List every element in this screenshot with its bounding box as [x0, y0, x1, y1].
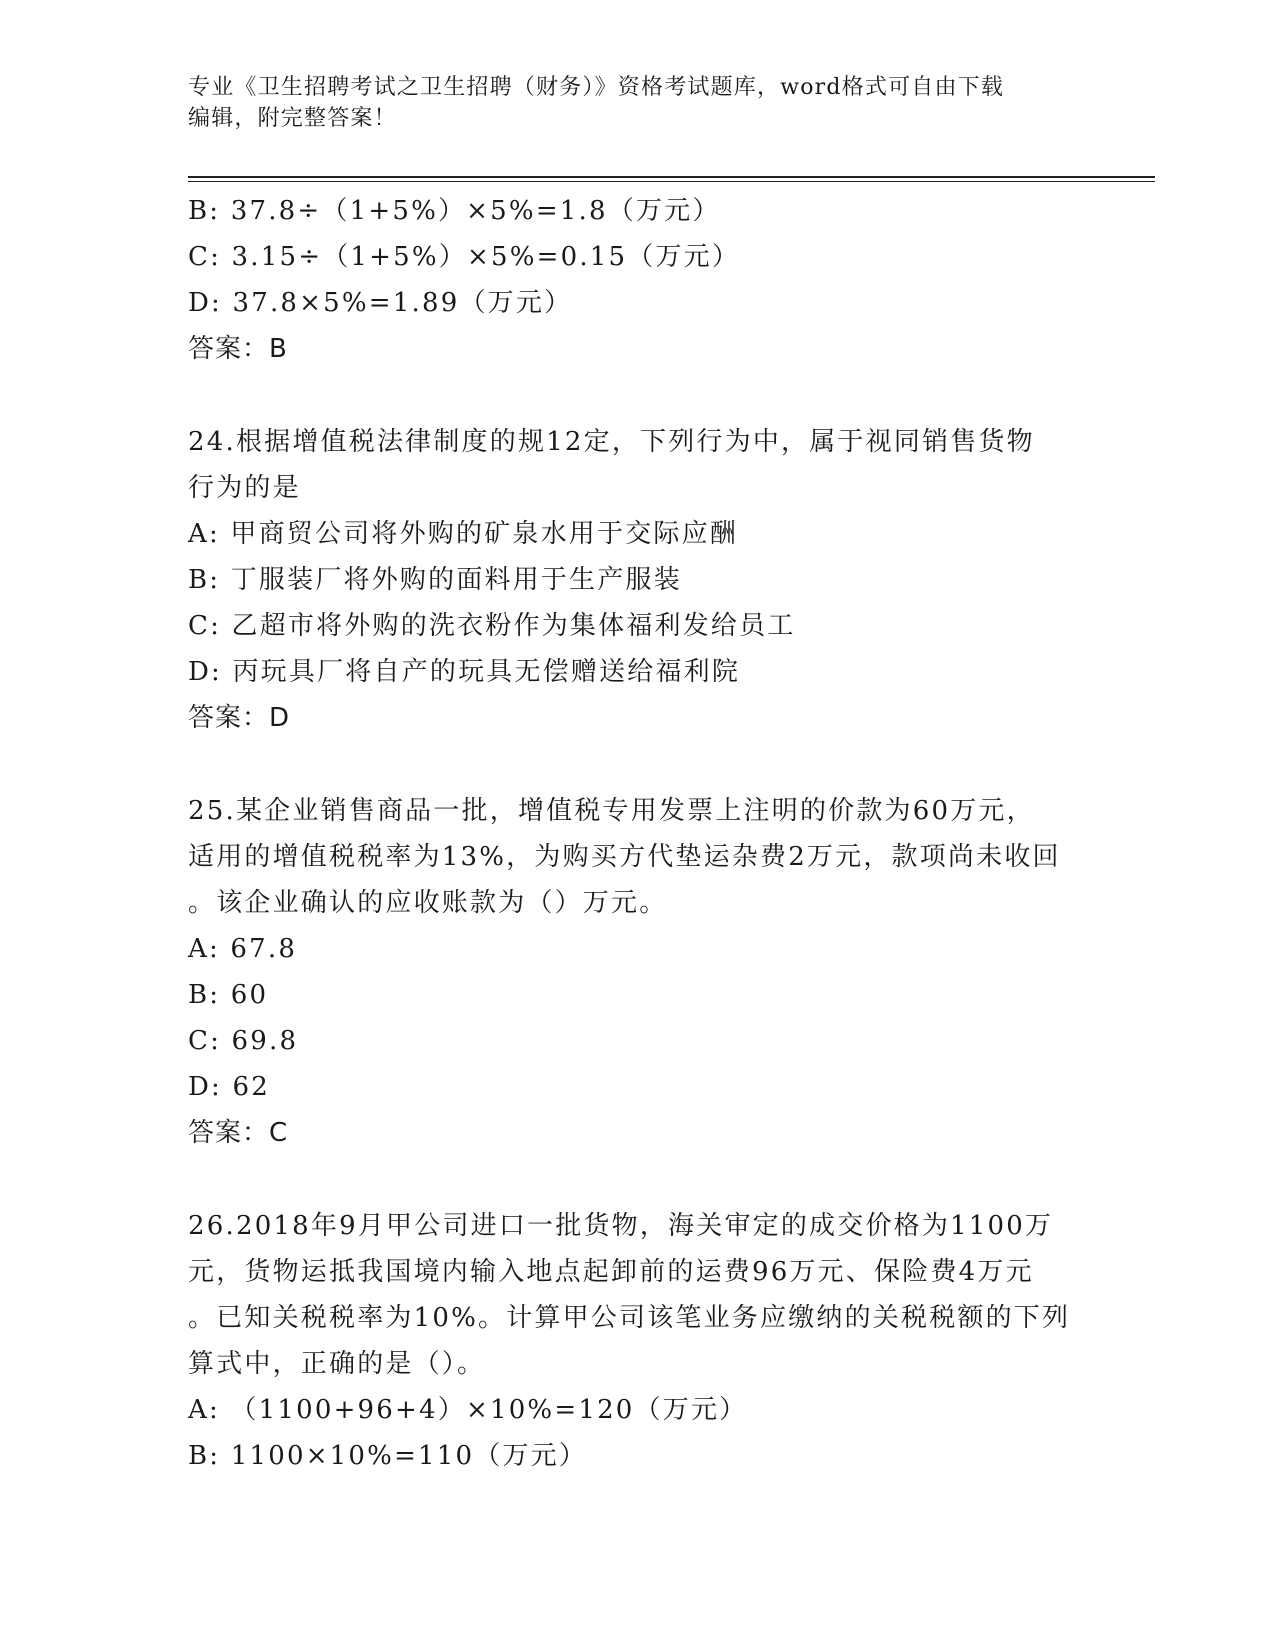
option-b: B: 丁服装厂将外购的面料用于生产服装 — [188, 565, 682, 595]
question-stem-line: 。已知关税税率为10%。计算甲公司该笔业务应缴纳的关税税额的下列 — [188, 1303, 1071, 1333]
option-a: A: 甲商贸公司将外购的矿泉水用于交际应酬 — [188, 519, 739, 549]
question-23-tail — [188, 188, 1108, 372]
question-stem-line: 元，货物运抵我国境内输入地点起卸前的运费96万元、保险费4万元 — [188, 1257, 1034, 1287]
question-stem-line: 行为的是 — [188, 473, 301, 503]
option-b: B: 1100×10%=110（万元） — [188, 1441, 588, 1471]
question-25 — [188, 788, 1108, 1156]
option-b: B: 60 — [188, 980, 269, 1010]
spacer — [188, 1156, 1108, 1203]
question-stem-line: 适用的增值税税率为13%，为购买方代垫运杂费2万元，款项尚未收回 — [188, 842, 1061, 872]
option-c: C: 69.8 — [188, 1026, 299, 1056]
spacer — [188, 372, 1108, 419]
option-c: C: 乙超市将外购的洗衣粉作为集体福利发给员工 — [188, 611, 796, 641]
option-a: A: （1100+96+4）×10%=120（万元） — [188, 1395, 748, 1425]
option-d: D: 62 — [188, 1072, 270, 1102]
header-rule-thin — [188, 181, 1155, 182]
question-stem-line: 。该企业确认的应收账款为（）万元。 — [188, 888, 668, 918]
header-rule-thick — [188, 176, 1155, 178]
question-24 — [188, 419, 1108, 741]
option-d: D: 37.8×5%=1.89（万元） — [188, 288, 573, 318]
header-line-2: 编辑，附完整答案！ — [188, 106, 397, 131]
document-header — [188, 72, 1068, 134]
question-stem-line: 算式中，正确的是（）。 — [188, 1349, 486, 1379]
option-d: D: 丙玩具厂将自产的玩具无偿赠送给福利院 — [188, 657, 741, 687]
question-stem-line: 25.某企业销售商品一批，增值税专用发票上注明的价款为60万元， — [188, 796, 1035, 826]
question-content — [188, 188, 1108, 1479]
answer: 答案：B — [188, 334, 288, 364]
question-stem-line: 26.2018年9月甲公司进口一批货物，海关审定的成交价格为1100万 — [188, 1211, 1054, 1241]
answer: 答案：C — [188, 1118, 289, 1148]
spacer — [188, 741, 1108, 788]
answer: 答案：D — [188, 703, 291, 733]
header-line-1: 专业《卫生招聘考试之卫生招聘（财务）》资格考试题库，word格式可自由下载 — [188, 75, 1005, 100]
option-a: A: 67.8 — [188, 934, 298, 964]
question-stem-line: 24.根据增值税法律制度的规12定，下列行为中，属于视同销售货物 — [188, 427, 1035, 457]
question-26 — [188, 1203, 1108, 1479]
option-b: B: 37.8÷（1+5%）×5%=1.8（万元） — [188, 196, 721, 226]
option-c: C: 3.15÷（1+5%）×5%=0.15（万元） — [188, 242, 741, 272]
